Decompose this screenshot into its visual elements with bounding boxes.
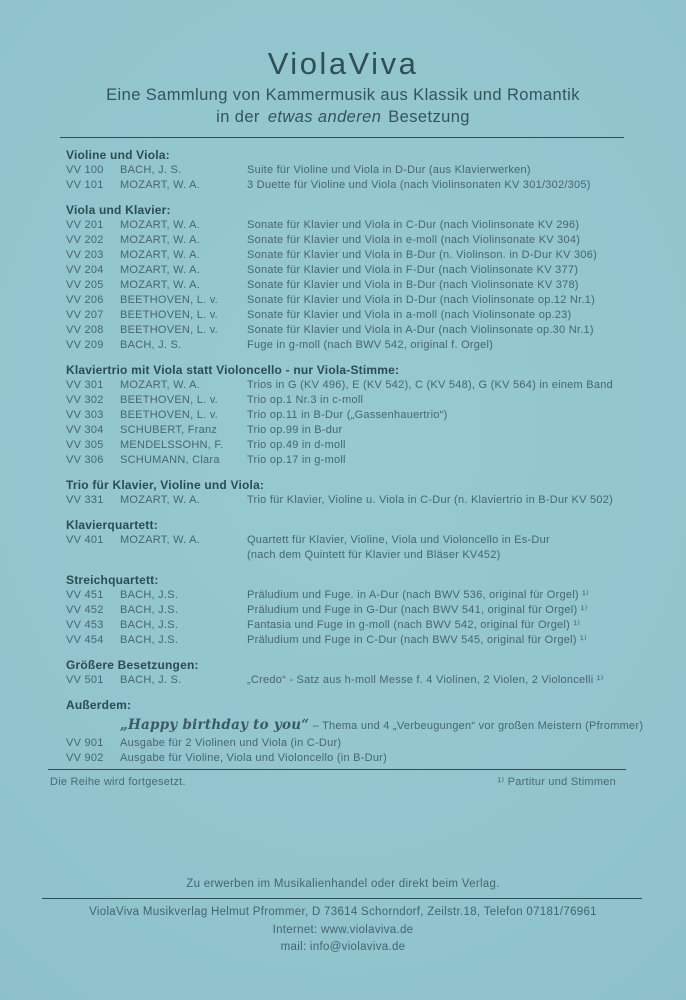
- row-description: [247, 263, 630, 278]
- row-description-line: Trio op.17 in g-moll: [247, 454, 346, 466]
- row-number: VV 305: [66, 439, 104, 451]
- row-description: [247, 178, 630, 193]
- row-composer: BEETHOVEN, L. v.: [120, 409, 218, 421]
- row-composer: MOZART, W. A.: [120, 234, 201, 246]
- row-composer: MOZART, W. A.: [120, 249, 201, 261]
- row-number: VV 306: [66, 454, 104, 466]
- catalog-row: [66, 618, 630, 633]
- catalog-section: [66, 658, 630, 688]
- row-description: [247, 588, 630, 603]
- happy-birthday-script-title: „Happy birthday to you“: [120, 717, 310, 733]
- row-description-line: Sonate für Klavier und Viola in a-moll (nach Violinsonate op.23): [247, 309, 572, 321]
- row-description-line: „Credo“ - Satz aus h-moll Messe f. 4 Violinen, 2 Violen, 2 Violoncelli ¹⁾: [247, 674, 604, 686]
- catalog-row: [66, 378, 630, 393]
- row-composer: BACH, J.S.: [120, 604, 179, 616]
- row-description: [247, 438, 630, 453]
- row-description-line: Trio op.49 in d-moll: [247, 439, 346, 451]
- row-number: VV 902: [66, 752, 104, 764]
- catalog-section: [66, 573, 630, 648]
- row-number: VV 331: [66, 494, 104, 506]
- catalog-row: [66, 751, 630, 766]
- row-description: [247, 618, 630, 633]
- section-heading: Klavierquartett:: [66, 518, 158, 532]
- happy-birthday-rest: – Thema und 4 „Verbeugungen“ vor großen Meistern (Pfrommer): [309, 720, 644, 732]
- catalog-row: [66, 408, 630, 423]
- row-description-line: Präludium und Fuge in C-Dur (nach BWV 545, original für Orgel) ¹⁾: [247, 634, 587, 646]
- row-composer: MENDELSSOHN, F.: [120, 439, 224, 451]
- subtitle-line-2: [0, 106, 686, 128]
- row-number: VV 452: [66, 604, 104, 616]
- row-number: VV 202: [66, 234, 104, 246]
- catalog-row: [66, 323, 630, 338]
- catalog-row: [66, 438, 630, 453]
- publisher-address-block: [0, 904, 686, 957]
- row-number: VV 501: [66, 674, 104, 686]
- ausserdem-rows: [66, 736, 630, 766]
- section-heading: Außerdem:: [66, 698, 132, 712]
- row-description: [247, 233, 630, 248]
- row-composer: BEETHOVEN, L. v.: [120, 394, 218, 406]
- row-description: [247, 338, 630, 353]
- row-description: [247, 423, 630, 438]
- row-description-line: Trio op.99 in B-dur: [247, 424, 343, 436]
- row-composer: BACH, J.S.: [120, 589, 179, 601]
- row-composer: BACH, J. S.: [120, 164, 182, 176]
- catalog-row: [66, 163, 630, 178]
- row-composer: BACH, J. S.: [120, 674, 182, 686]
- catalog-row: [66, 603, 630, 618]
- row-number: VV 208: [66, 324, 104, 336]
- row-number: VV 304: [66, 424, 104, 436]
- row-composer: MOZART, W. A.: [120, 264, 201, 276]
- catalog-row: [66, 453, 630, 468]
- catalog-row: [66, 736, 630, 751]
- subtitle-line-2-suffix: Besetzung: [388, 108, 470, 126]
- row-number: VV 205: [66, 279, 104, 291]
- catalog-row: [66, 233, 630, 248]
- row-description-line: Suite für Violine und Viola in D-Dur (aus Klavierwerken): [247, 164, 531, 176]
- row-description-line: Fuge in g-moll (nach BWV 542, original f. Orgel): [247, 339, 494, 351]
- row-composer: SCHUMANN, Clara: [120, 454, 220, 466]
- row-description-line: Sonate für Klavier und Viola in C-Dur (nach Violinsonate KV 296): [247, 219, 580, 231]
- row-composer: MOZART, W. A.: [120, 219, 201, 231]
- row-number: VV 204: [66, 264, 104, 276]
- footnote-legend: ¹⁾ Partitur und Stimmen: [497, 776, 616, 788]
- row-composer: BEETHOVEN, L. v.: [120, 309, 218, 321]
- row-number: VV 206: [66, 294, 104, 306]
- catalog-row: [66, 338, 630, 353]
- section-heading: Viola und Klavier:: [66, 203, 171, 217]
- row-composer: BACH, J.S.: [120, 619, 179, 631]
- row-number: VV 203: [66, 249, 104, 261]
- row-description-line: Sonate für Klavier und Viola in B-Dur (nach Violinsonate KV 378): [247, 279, 579, 291]
- section-heading: Trio für Klavier, Violine und Viola:: [66, 478, 265, 492]
- row-description-line: Trio für Klavier, Violine u. Viola in C-Dur (n. Klaviertrio in B-Dur KV 502): [247, 494, 614, 506]
- catalog-sections: [66, 148, 630, 688]
- row-description: [247, 408, 630, 423]
- row-description-line: Quartett für Klavier, Violine, Viola und Violoncello in Es-Dur: [247, 534, 550, 546]
- catalog-row: [66, 393, 630, 408]
- header-divider-line: [60, 137, 624, 138]
- catalog-section: [66, 148, 630, 193]
- catalog-section: [66, 363, 630, 468]
- row-description-line: Sonate für Klavier und Viola in D-Dur (nach Violinsonate op.12 Nr.1): [247, 294, 596, 306]
- row-number: VV 451: [66, 589, 104, 601]
- section-heading: Streichquartett:: [66, 573, 159, 587]
- row-number: VV 207: [66, 309, 104, 321]
- row-description: [247, 378, 630, 393]
- catalog-row: [66, 278, 630, 293]
- row-composer: BEETHOVEN, L. v.: [120, 324, 218, 336]
- publisher-address: ViolaViva Musikverlag Helmut Pfrommer, D 73614 Schorndorf, Zeilstr.18, Telefon 07181/76961: [89, 906, 597, 918]
- row-composer: MOZART, W. A.: [120, 179, 201, 191]
- catalog-row: [66, 533, 630, 563]
- row-composer: BACH, J. S.: [120, 339, 182, 351]
- catalog-row: [66, 423, 630, 438]
- row-number: VV 302: [66, 394, 104, 406]
- row-description: Ausgabe für 2 Violinen und Viola (in C-Dur): [120, 737, 342, 749]
- row-description: [247, 248, 630, 263]
- row-composer: MOZART, W. A.: [120, 279, 201, 291]
- row-description: [247, 493, 630, 508]
- row-description-line: Trio op.11 in B-Dur („Gassenhauertrio“): [247, 409, 448, 421]
- section-ausserdem: [66, 698, 644, 766]
- catalog-row: [66, 493, 630, 508]
- row-number: VV 301: [66, 379, 104, 391]
- row-description-line: Fantasia und Fuge in g-moll (nach BWV 542, original für Orgel) ¹⁾: [247, 619, 581, 631]
- row-description: [247, 533, 630, 563]
- footnote-row: [0, 770, 686, 790]
- row-composer: MOZART, W. A.: [120, 494, 201, 506]
- subtitle-line-2-italic: etwas anderen: [267, 108, 382, 126]
- catalog-row: [66, 248, 630, 263]
- row-description-line: Präludium und Fuge. in A-Dur (nach BWV 536, original für Orgel) ¹⁾: [247, 589, 590, 601]
- row-description: [247, 278, 630, 293]
- row-number: VV 901: [66, 737, 104, 749]
- section-heading: Violine und Viola:: [66, 148, 170, 162]
- row-number: VV 303: [66, 409, 104, 421]
- catalog-row: [66, 218, 630, 233]
- section-heading: Größere Besetzungen:: [66, 658, 199, 672]
- row-composer: MOZART, W. A.: [120, 379, 201, 391]
- catalog-section: [66, 203, 630, 353]
- row-number: VV 454: [66, 634, 104, 646]
- catalog-section: [66, 518, 630, 563]
- row-composer: BEETHOVEN, L. v.: [120, 294, 218, 306]
- series-continues-note: Die Reihe wird fortgesetzt.: [50, 776, 186, 788]
- row-composer: MOZART, W. A.: [120, 534, 201, 546]
- subtitle-line-1: Eine Sammlung von Kammermusik aus Klassik und Romantik: [106, 86, 580, 104]
- row-description-line: (nach dem Quintett für Klavier und Bläser KV452): [247, 549, 501, 561]
- row-description: Ausgabe für Violine, Viola und Violoncello (in B-Dur): [120, 752, 388, 764]
- row-description-line: Sonate für Klavier und Viola in e-moll (nach Violinsonate KV 304): [247, 234, 581, 246]
- row-description: [247, 633, 630, 648]
- row-description: [247, 393, 630, 408]
- catalog-row: [66, 263, 630, 278]
- row-description: [247, 308, 630, 323]
- row-description-line: Sonate für Klavier und Viola in F-Dur (nach Violinsonate KV 377): [247, 264, 579, 276]
- catalog-row: [66, 178, 630, 193]
- row-number: VV 100: [66, 164, 104, 176]
- row-number: VV 101: [66, 179, 104, 191]
- row-description-line: 3 Duette für Violine und Viola (nach Violinsonaten KV 301/302/305): [247, 179, 591, 191]
- catalog-row: [66, 673, 630, 688]
- row-number: VV 401: [66, 534, 104, 546]
- subtitle-line-2-prefix: in der: [216, 108, 260, 126]
- row-description: [247, 323, 630, 338]
- publisher-email: mail: info@violaviva.de: [280, 941, 406, 953]
- row-description: [247, 163, 630, 178]
- row-number: VV 201: [66, 219, 104, 231]
- row-number: VV 453: [66, 619, 104, 631]
- catalog-row: [66, 633, 630, 648]
- row-description-line: Trios in G (KV 496), E (KV 542), C (KV 548), G (KV 564) in einem Band: [247, 379, 613, 391]
- catalog-row: [66, 588, 630, 603]
- row-description: [247, 218, 630, 233]
- catalog-row: [66, 308, 630, 323]
- row-description-line: Sonate für Klavier und Viola in B-Dur (n. Violinson. in D-Dur KV 306): [247, 249, 598, 261]
- row-composer: BACH, J.S.: [120, 634, 179, 646]
- row-description-line: Präludium und Fuge in G-Dur (nach BWV 541, original für Orgel) ¹⁾: [247, 604, 588, 616]
- publisher-website: Internet: www.violaviva.de: [272, 923, 414, 936]
- footer-divider-line: [42, 898, 642, 899]
- row-description-line: Trio op.1 Nr.3 in c-moll: [247, 394, 364, 406]
- row-description: [247, 453, 630, 468]
- row-description: [247, 673, 630, 688]
- row-composer: SCHUBERT, Franz: [120, 424, 218, 436]
- purchase-note: Zu erwerben im Musikalienhandel oder direkt beim Verlag.: [186, 878, 500, 890]
- row-description: [247, 603, 630, 618]
- page-title: ViolaViva: [267, 46, 419, 81]
- section-heading: Klaviertrio mit Viola statt Violoncello - nur Viola-Stimme:: [66, 363, 400, 377]
- catalog-row: [66, 293, 630, 308]
- catalog-section: [66, 478, 630, 508]
- row-number: VV 209: [66, 339, 104, 351]
- row-description: [247, 293, 630, 308]
- row-description-line: Sonate für Klavier und Viola in A-Dur (nach Violinsonate op.30 Nr.1): [247, 324, 594, 336]
- happy-birthday-line: [120, 715, 644, 736]
